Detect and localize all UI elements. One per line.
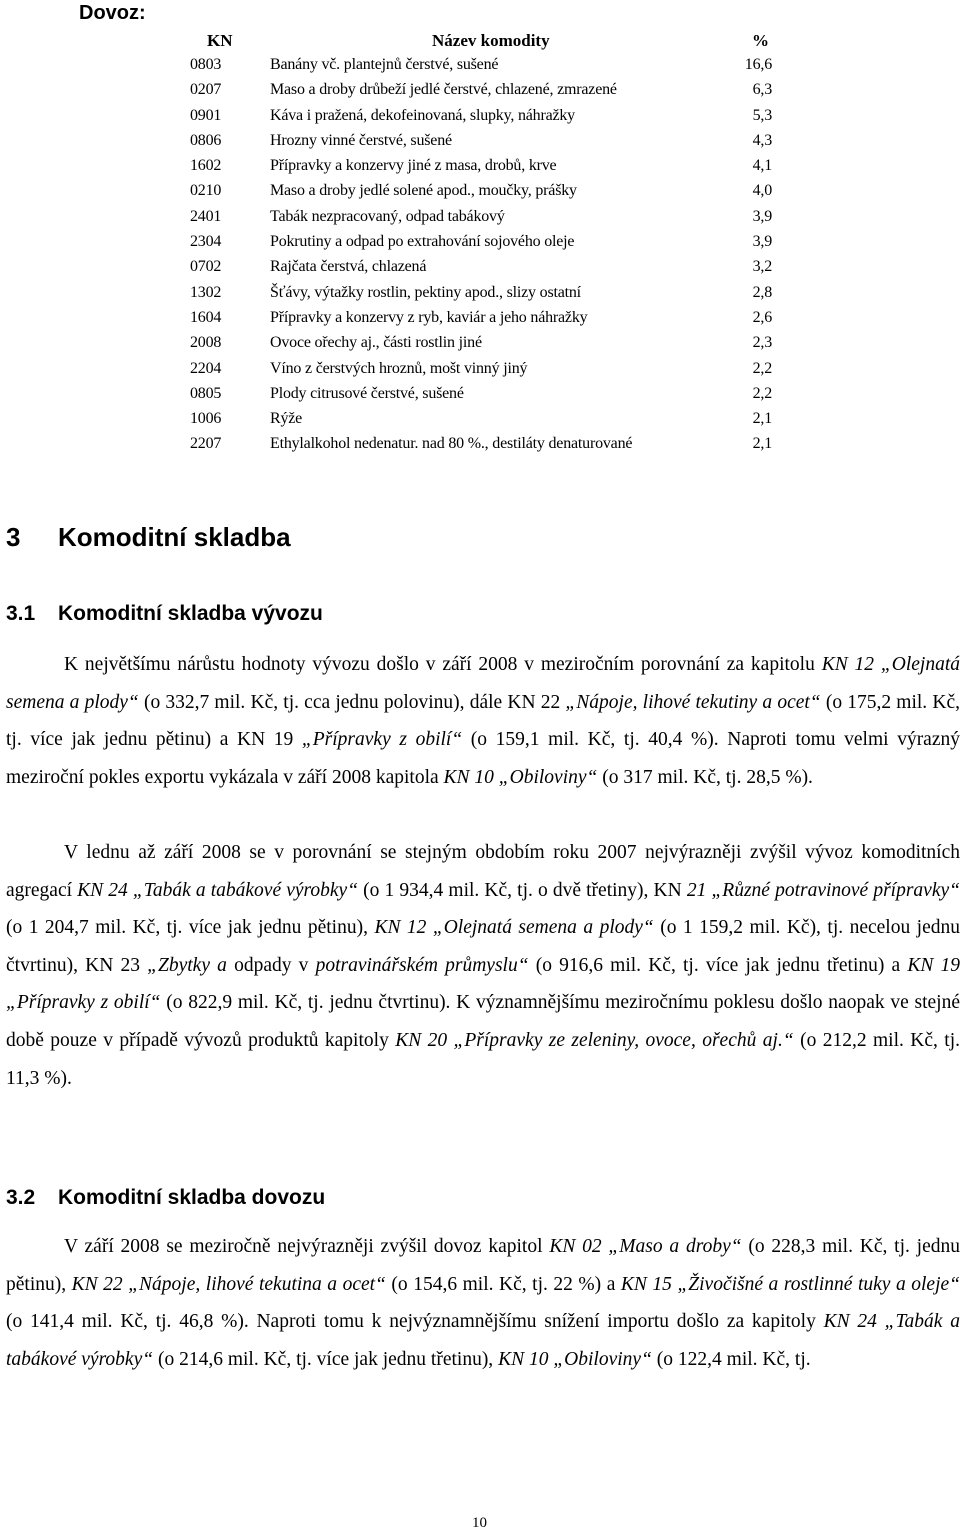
page-number: 10 [472, 1515, 487, 1531]
italic-run: KN 10 „Obiloviny“ [443, 766, 598, 788]
text-run: (o 1 934,4 mil. Kč, tj. o dvě třetiny), KN [358, 879, 687, 901]
table-row [0, 258, 960, 283]
text-run: (o 317 mil. Kč, tj. 28,5 %). [597, 766, 813, 788]
text-run: (o 332,7 mil. Kč, tj. cca jednu polovinu), dále KN 22 [138, 691, 566, 713]
row-name: Maso a droby drůbeží jedlé čerstvé, chlazené, zmrazené [270, 81, 617, 99]
row-percent: 16,6 [744, 56, 772, 73]
import-table [0, 56, 960, 461]
table-row [0, 385, 960, 410]
row-name: Rýže [270, 410, 303, 428]
text-run: (o 212,2 mil. Kč, tj. 11,3 %). [6, 1029, 960, 1089]
row-percent: 3,9 [752, 207, 772, 225]
italic-run: „Nápoje, lihové tekutiny a ocet“ [565, 691, 821, 713]
section-3-heading [6, 522, 291, 553]
table-row [0, 284, 960, 309]
text-run: K největšímu nárůstu hodnoty vývozu došlo v září 2008 v meziročním porovnání za kapitolu [64, 654, 822, 675]
row-name: Káva i pražená, dekofeinovaná, slupky, náhražky [270, 106, 575, 124]
text-run: (o 214,6 mil. Kč, tj. více jak jednu třetinu), [153, 1348, 499, 1370]
text-run: (o 1 204,7 mil. Kč, tj. více jak jednu pětinu), [6, 917, 375, 939]
section-number: 3 [6, 522, 21, 552]
text-run: (o 916,6 mil. Kč, tj. více jak jednu třetinu) a [528, 954, 908, 976]
italic-run: potravinářském průmyslu“ [315, 954, 529, 976]
row-percent: 4,3 [752, 131, 772, 149]
table-row [0, 157, 960, 182]
row-percent: 3,2 [752, 258, 772, 276]
row-name: Plody citrusové čerstvé, sušené [270, 384, 464, 402]
row-name: Víno z čerstvých hroznů, mošt vinný jiný [270, 359, 528, 377]
italic-run: „Zbytky a [147, 954, 227, 976]
table-row [0, 334, 960, 359]
text-run: (o 175,2 mil. Kč, tj. více jak jednu pětinu) a KN 19 [6, 691, 960, 751]
text-run: (o 228,3 mil. Kč, tj. jednu pětinu), [6, 1236, 960, 1295]
row-kn: 0805 [190, 384, 222, 402]
row-name: Přípravky a konzervy jiné z masa, drobů, krve [270, 157, 557, 175]
italic-run: KN 24 „Tabák a tabákové výrobky“ [6, 1311, 960, 1370]
paragraph [6, 1228, 960, 1378]
row-name: Ovoce ořechy aj., části rostlin jiné [270, 334, 482, 352]
row-kn: 2401 [190, 207, 222, 225]
text-run: (o 822,9 mil. Kč, tj. jednu čtvrtinu). K významnějšímu meziročnímu poklesu došlo naopak ve stejné době pouze v případě vývozů produktů kapitoly [6, 992, 960, 1051]
text-run: (o 1 159,2 mil. Kč), tj. necelou jednu čtvrtinu), KN 23 [6, 917, 960, 976]
row-kn: 0210 [190, 182, 222, 200]
row-kn: 0806 [190, 131, 222, 149]
italic-run: 21 „Různé potravinové přípravky“ [686, 879, 960, 901]
italic-run: KN 12 „Olejnatá semena a plody“ [374, 917, 654, 939]
row-percent: 5,3 [752, 106, 772, 124]
table-row [0, 410, 960, 435]
table-row [0, 107, 960, 132]
row-kn: 2304 [190, 233, 222, 251]
row-percent: 4,1 [752, 157, 772, 175]
row-percent: 2,1 [752, 435, 772, 453]
row-kn: 0901 [190, 106, 222, 124]
row-percent: 3,9 [752, 233, 772, 251]
row-name: Šťávy, výtažky rostlin, pektiny apod., slizy ostatní [270, 283, 581, 301]
section-number: 3.1 [6, 602, 36, 625]
row-kn: 2008 [190, 334, 222, 352]
text-run: (o 122,4 mil. Kč, tj. [651, 1348, 811, 1370]
italic-run: KN 15 „Živočišné a rostlinné tuky a oleje“ [620, 1273, 960, 1295]
italic-run: „Přípravky z obilí“ [301, 729, 463, 751]
text-run: V lednu až září 2008 se v porovnání se stejným obdobím roku 2007 nejvýrazněji zvýšil vývoz komoditních agregací [6, 842, 960, 901]
section-title: Komoditní skladba dovozu [58, 1186, 326, 1209]
row-percent: 2,8 [752, 283, 772, 301]
paragraph [6, 646, 960, 796]
row-name: Přípravky a konzervy z ryb, kaviár a jeho náhražky [270, 308, 588, 326]
row-kn: 1006 [190, 410, 222, 428]
row-name: Maso a droby jedlé solené apod., moučky, prášky [270, 182, 577, 200]
table-row [0, 208, 960, 233]
row-kn: 2207 [190, 435, 222, 453]
header-name: Název komodity [432, 31, 550, 50]
row-kn: 1604 [190, 308, 222, 326]
import-heading: Dovoz: [79, 2, 146, 24]
row-percent: 6,3 [752, 81, 772, 99]
table-row [0, 56, 960, 81]
paragraph [6, 834, 960, 1097]
italic-run: KN 19 „Přípravky z obilí“ [6, 954, 960, 1014]
row-percent: 2,2 [752, 359, 772, 377]
text-run: (o 159,1 mil. Kč, tj. 40,4 %). Naproti tomu velmi výrazný meziroční pokles exportu vykázala v září 2008 kapitola [6, 729, 960, 788]
text-run: (o 141,4 mil. Kč, tj. 46,8 %). Naproti tomu k nejvýznamnějšímu snížení importu došlo za kapitoly [6, 1311, 824, 1333]
text-run: V září 2008 se meziročně nejvýrazněji zvýšil dovoz kapitol [64, 1236, 550, 1257]
row-name: Rajčata čerstvá, chlazená [270, 258, 427, 276]
text-run: (o 154,6 mil. Kč, tj. 22 %) a [385, 1273, 621, 1295]
header-percent: % [752, 31, 769, 50]
italic-run: KN 24 „Tabák a tabákové výrobky“ [77, 879, 359, 901]
table-row [0, 360, 960, 385]
section-title: Komoditní skladba vývozu [58, 602, 323, 625]
italic-run: KN 20 „Přípravky ze zeleniny, ovoce, ořechů aj.“ [395, 1029, 794, 1051]
row-name: Hrozny vinné čerstvé, sušené [270, 131, 452, 149]
table-row [0, 233, 960, 258]
row-kn: 0702 [190, 258, 222, 276]
row-percent: 2,3 [752, 334, 772, 352]
italic-run: KN 12 „Olejnatá semena a plody“ [6, 654, 960, 713]
row-name: Tabák nezpracovaný, odpad tabákový [270, 207, 505, 225]
row-name: Ethylalkohol nedenatur. nad 80 %., destiláty denaturované [270, 435, 633, 453]
row-kn: 1302 [190, 283, 222, 301]
section-number: 3.2 [6, 1186, 36, 1209]
section-title: Komoditní skladba [58, 522, 291, 552]
section-3-1-heading [6, 602, 323, 626]
section-3-2-heading [6, 1186, 325, 1210]
row-name: Pokrutiny a odpad po extrahování sojového oleje [270, 233, 575, 251]
table-row [0, 81, 960, 106]
row-kn: 1602 [190, 157, 222, 175]
table-header [0, 31, 960, 53]
row-kn: 2204 [190, 359, 222, 377]
row-percent: 2,1 [752, 410, 772, 428]
row-percent: 2,6 [752, 308, 772, 326]
row-percent: 4,0 [752, 182, 772, 200]
row-kn: 0207 [190, 81, 222, 99]
table-row [0, 435, 960, 460]
table-row [0, 309, 960, 334]
row-percent: 2,2 [752, 384, 772, 402]
row-kn: 0803 [190, 56, 222, 73]
table-row [0, 132, 960, 157]
text-run: odpady v [226, 954, 316, 976]
row-name: Banány vč. plantejnů čerstvé, sušené [270, 56, 499, 73]
italic-run: KN 10 „Obiloviny“ [498, 1348, 652, 1370]
italic-run: KN 02 „Maso a droby“ [549, 1236, 742, 1257]
header-kn: KN [207, 31, 233, 50]
table-row [0, 182, 960, 207]
italic-run: KN 22 „Nápoje, lihové tekutina a ocet“ [71, 1273, 386, 1295]
